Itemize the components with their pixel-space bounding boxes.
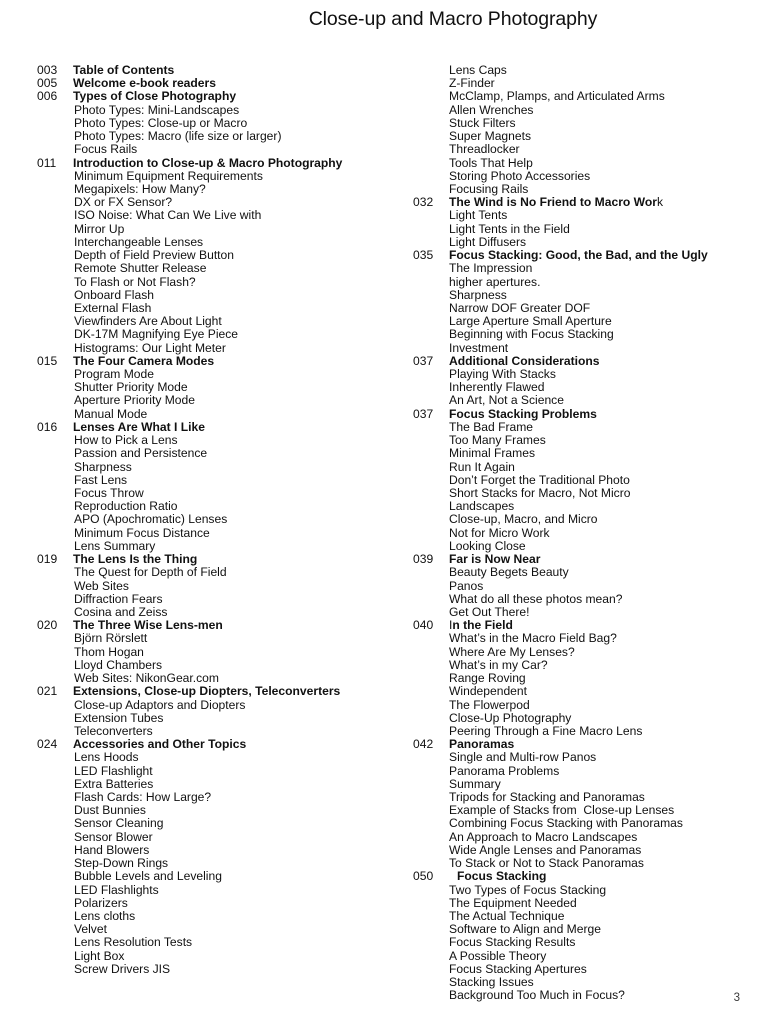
toc-sub-entry: Focus Stacking Results	[449, 935, 576, 950]
toc-sub-entry: Thom Hogan	[74, 644, 144, 659]
toc-sub-entry: Software to Align and Merge	[449, 922, 601, 937]
toc-sub-entry: Storing Photo Accessories	[449, 168, 591, 183]
toc-sub-entry: Narrow DOF Greater DOF	[449, 300, 591, 315]
toc-chapter-title-tail: k	[656, 195, 663, 210]
toc-sub-entry: Flash Cards: How Large?	[74, 790, 212, 805]
toc-sub-entry: Light Diffusers	[449, 234, 527, 249]
toc-sub-entry: Hand Blowers	[74, 842, 150, 857]
toc-chapter-page-number: 032	[413, 195, 434, 210]
toc-sub-entry: An Approach to Macro Landscapes	[449, 829, 638, 844]
toc-sub-entry: APO (Apochromatic) Lenses	[74, 512, 228, 527]
page-number: 3	[733, 992, 740, 1004]
toc-sub-entry: Two Types of Focus Stacking	[449, 882, 607, 897]
toc-sub-entry: Polarizers	[74, 895, 128, 910]
toc-chapter-page-number: 005	[37, 76, 58, 91]
toc-sub-entry: Peering Through a Fine Macro Lens	[449, 723, 643, 738]
toc-chapter-entry	[30, 157, 402, 170]
toc-sub-entry: Beauty Begets Beauty	[449, 565, 569, 580]
toc-sub-entry: Panorama Problems	[449, 763, 560, 778]
toc-sub-entry: Photo Types: Mini-Landscapes	[74, 102, 240, 117]
toc-chapter-title: The Lens Is the Thing	[73, 552, 198, 567]
toc-sub-entry: To Stack or Not to Stack Panoramas	[449, 856, 644, 871]
toc-chapter-title: The Three Wise Lens-men	[73, 618, 223, 633]
toc-sub-entry: Histograms: Our Light Meter	[74, 340, 226, 355]
toc-sub-entry: Photo Types: Macro (life size or larger)	[74, 129, 282, 144]
toc-sub-entry: Range Roving	[449, 671, 526, 686]
toc-sub-entry: What’s in the Macro Field Bag?	[449, 631, 617, 646]
toc-sub-entry: Aperture Priority Mode	[74, 393, 195, 408]
toc-chapter-title: The Wind is No Friend to Macro Wor	[449, 195, 657, 210]
toc-sub-entry: Example of Stacks from Close-up Lenses	[449, 803, 675, 818]
toc-sub-entry: DX or FX Sensor?	[74, 195, 173, 210]
toc-chapter-page-number: 042	[413, 737, 434, 752]
toc-chapter-page-number: 035	[413, 248, 434, 263]
toc-chapter-title: Lenses Are What I Like	[73, 419, 205, 434]
page-title: Close-up and Macro Photography	[308, 8, 598, 30]
toc-sub-entry: Summary	[449, 776, 501, 791]
toc-column-right	[404, 64, 764, 1003]
toc-sub-entry: Stuck Filters	[449, 115, 516, 130]
toc-sub-entry: A Possible Theory	[449, 948, 547, 963]
toc-chapter-entry	[404, 870, 764, 883]
toc-sub-entry: Teleconverters	[74, 723, 153, 738]
toc-sub-entry: The Quest for Depth of Field	[74, 565, 227, 580]
toc-sub-entry: Focusing Rails	[449, 181, 529, 196]
toc-sub-entry: McClamp, Plamps, and Articulated Arms	[449, 89, 665, 104]
toc-sub-entry: The Impression	[449, 261, 533, 276]
toc-chapter-page-number: 021	[37, 684, 58, 699]
toc-sub-entry: Too Many Frames	[449, 433, 546, 448]
toc-chapter-title: Table of Contents	[73, 63, 175, 77]
toc-sub-entry: Lens Hoods	[74, 750, 139, 765]
toc-sub-entry: Allen Wrenches	[449, 102, 534, 117]
toc-sub-entry: Z-Finder	[449, 76, 495, 91]
toc-sub-entry: Close-up Adaptors and Diopters	[74, 697, 246, 712]
toc-sub-entry: Manual Mode	[74, 406, 148, 421]
toc-sub-entry: The Actual Technique	[449, 909, 565, 923]
toc-sub-entry: Not for Micro Work	[449, 525, 550, 540]
toc-sub-entry: Minimal Frames	[449, 446, 536, 461]
toc-sub-entry: Lens Resolution Tests	[74, 935, 193, 950]
toc-chapter-page-number: 016	[37, 419, 58, 434]
toc-chapter-title: n the Field	[452, 618, 513, 633]
toc-sub-entry: Sharpness	[449, 287, 507, 302]
toc-chapter-entry	[404, 408, 764, 421]
toc-sub-entry: What’s in my Car?	[449, 657, 548, 672]
toc-sub-entry: Lloyd Chambers	[74, 657, 163, 672]
toc-chapter-title: Focus Stacking: Good, the Bad, and the Ugly	[449, 248, 708, 263]
toc-sub-entry: Web Sites	[74, 578, 129, 593]
toc-sub-entry: An Art, Not a Science	[449, 393, 564, 408]
toc-sub-entry: Remote Shutter Release	[74, 261, 207, 276]
toc-sub-entry: Get Out There!	[449, 604, 530, 619]
toc-sub-entry: Passion and Persistence	[74, 446, 208, 461]
toc-sub-entry: ISO Noise: What Can We Live with	[74, 208, 262, 223]
toc-sub-entry: Mirror Up	[74, 221, 125, 236]
toc-sub-entry: Playing With Stacks	[449, 367, 556, 382]
toc-sub-entry: Background Too Much in Focus?	[449, 988, 625, 1003]
toc-sub-entry: Super Magnets	[449, 129, 532, 144]
toc-chapter-entry	[30, 685, 402, 698]
toc-chapter-page-number: 050	[413, 869, 434, 884]
toc-sub-entry: Sensor Cleaning	[74, 816, 164, 831]
toc-sub-entry: Minimum Equipment Requirements	[74, 168, 263, 183]
toc-sub-entry: Viewfinders Are About Light	[74, 314, 222, 329]
toc-sub-entry: Stacking Issues	[449, 975, 534, 990]
toc-sub-entry: Diffraction Fears	[74, 591, 163, 606]
toc-sub-entry: Run It Again	[449, 459, 515, 474]
toc-sub-entry: External Flash	[74, 300, 152, 315]
toc-sub-entry: Short Stacks for Macro, Not Micro	[449, 486, 631, 500]
toc-sub-entry: Lens Caps	[449, 63, 507, 77]
toc-chapter-page-number: 037	[413, 353, 434, 368]
toc-sub-entry: Threadlocker	[449, 142, 520, 157]
toc-sub-entry: Looking Close	[449, 538, 526, 553]
toc-sub-entry: Minimum Focus Distance	[74, 525, 210, 540]
toc-chapter-title: Focus Stacking Problems	[449, 406, 597, 421]
toc-sub-entry: Web Sites: NikonGear.com	[74, 671, 219, 686]
toc-sub-entry: Tripods for Stacking and Panoramas	[449, 790, 645, 805]
toc-chapter-title: Types of Close Photography	[73, 89, 237, 104]
toc-sub-entry: The Flowerpod	[449, 697, 530, 712]
toc-chapter-title: Panoramas	[449, 737, 515, 752]
toc-sub-entry: To Flash or Not Flash?	[74, 274, 196, 289]
toc-column-left	[30, 64, 402, 976]
toc-chapter-title: Accessories and Other Topics	[73, 737, 247, 752]
toc-chapter-title: Focus Stacking	[457, 869, 547, 884]
toc-sub-entry: Depth of Field Preview Button	[74, 248, 234, 263]
toc-chapter-page-number: 020	[37, 618, 58, 633]
toc-sub-entry: Lens cloths	[74, 909, 136, 923]
toc-chapter-title: Far is Now Near	[449, 552, 541, 567]
toc-chapter-page-number: 019	[37, 552, 58, 567]
toc-sub-entry: Tools That Help	[449, 155, 533, 170]
toc-sub-entry: Panos	[449, 578, 484, 593]
toc-sub-entry: The Equipment Needed	[449, 895, 577, 910]
toc-sub-entry: Björn Rörslett	[74, 631, 148, 646]
toc-sub-entry: Sensor Blower	[74, 829, 153, 844]
toc-sub-entry: The Bad Frame	[449, 419, 534, 434]
toc-sub-entry: Investment	[449, 340, 509, 355]
toc-sub-entry: Fast Lens	[74, 472, 128, 487]
toc-sub-entry: Light Tents in the Field	[449, 221, 570, 236]
toc-sub-entry: Step-Down Rings	[74, 856, 169, 871]
toc-sub-entry: Windependent	[449, 684, 527, 699]
toc-sub-entry: Combining Focus Stacking with Panoramas	[449, 816, 683, 831]
toc-chapter-page-number: 011	[37, 155, 57, 170]
toc-chapter-page-number: 039	[413, 552, 434, 567]
toc-sub-entry: Sharpness	[74, 459, 132, 474]
toc-sub-entry: Extension Tubes	[74, 710, 164, 725]
toc-chapter-title: The Four Camera Modes	[73, 353, 215, 368]
toc-chapter-page-number: 024	[37, 737, 58, 752]
toc-sub-entry: Where Are My Lenses?	[449, 644, 575, 659]
toc-chapter-page-number: 040	[413, 618, 434, 633]
toc-sub-entry: LED Flashlights	[74, 882, 159, 897]
toc-chapter-page-number: 015	[37, 353, 58, 368]
toc-sub-entry: Don’t Forget the Traditional Photo	[449, 472, 630, 487]
toc-sub-entry: Light Box	[74, 948, 125, 963]
toc-sub-entry: Screw Drivers JIS	[74, 961, 171, 976]
toc-chapter-title: Additional Considerations	[449, 353, 600, 368]
toc-sub-entry: Extra Batteries	[74, 776, 154, 791]
toc-sub-entry: Wide Angle Lenses and Panoramas	[449, 842, 642, 857]
toc-sub-entry: Bubble Levels and Leveling	[74, 869, 222, 884]
toc-chapter-title: Introduction to Close-up & Macro Photography	[73, 155, 343, 170]
toc-sub-entry: LED Flashlight	[74, 763, 153, 778]
toc-sub-entry: Inherently Flawed	[449, 380, 545, 395]
toc-sub-entry: Shutter Priority Mode	[74, 380, 188, 395]
toc-sub-entry: Megapixels: How Many?	[74, 181, 206, 196]
toc-sub-entry: Large Aperture Small Aperture	[449, 314, 612, 329]
toc-chapter-title: Extensions, Close-up Diopters, Teleconverters	[73, 684, 341, 699]
toc-sub-entry: Dust Bunnies	[74, 803, 146, 818]
toc-sub-entry: Focus Rails	[74, 142, 138, 157]
toc-sub-entry: Interchangeable Lenses	[74, 234, 204, 249]
toc-chapter-page-number: 006	[37, 89, 58, 104]
toc-sub-entry: DK-17M Magnifying Eye Piece	[74, 327, 239, 342]
toc-sub-entry: Landscapes	[449, 499, 515, 514]
toc-sub-entry: Velvet	[74, 922, 107, 937]
toc-sub-entry: How to Pick a Lens	[74, 433, 178, 448]
toc-sub-entry: Cosina and Zeiss	[74, 604, 168, 619]
toc-sub-entry: Photo Types: Close-up or Macro	[74, 115, 248, 130]
toc-chapter-page-number: 003	[37, 63, 58, 77]
toc-chapter-title-head: I	[449, 618, 453, 633]
toc-sub-entry: Close-up, Macro, and Micro	[449, 512, 598, 527]
toc-sub-entry: What do all these photos mean?	[449, 591, 623, 606]
toc-sub-entry: Light Tents	[449, 208, 508, 223]
toc-chapter-page-number: 037	[413, 406, 434, 421]
toc-sub-entry: Focus Throw	[74, 486, 144, 500]
toc-sub-entry: Focus Stacking Apertures	[449, 961, 587, 976]
toc-chapter-title: Welcome e-book readers	[73, 76, 216, 91]
toc-sub-entry: Lens Summary	[74, 538, 156, 553]
toc-sub-entry: Onboard Flash	[74, 287, 154, 302]
toc-chapter-entry	[30, 90, 402, 103]
toc-sub-entry: Beginning with Focus Stacking	[449, 327, 614, 342]
toc-sub-entry: higher apertures.	[449, 274, 541, 289]
toc-sub-entry: Single and Multi-row Panos	[449, 750, 597, 765]
toc-sub-entry: Reproduction Ratio	[74, 499, 178, 514]
toc-sub-entry: Program Mode	[74, 367, 154, 382]
toc-sub-entry: Close-Up Photography	[449, 710, 572, 725]
